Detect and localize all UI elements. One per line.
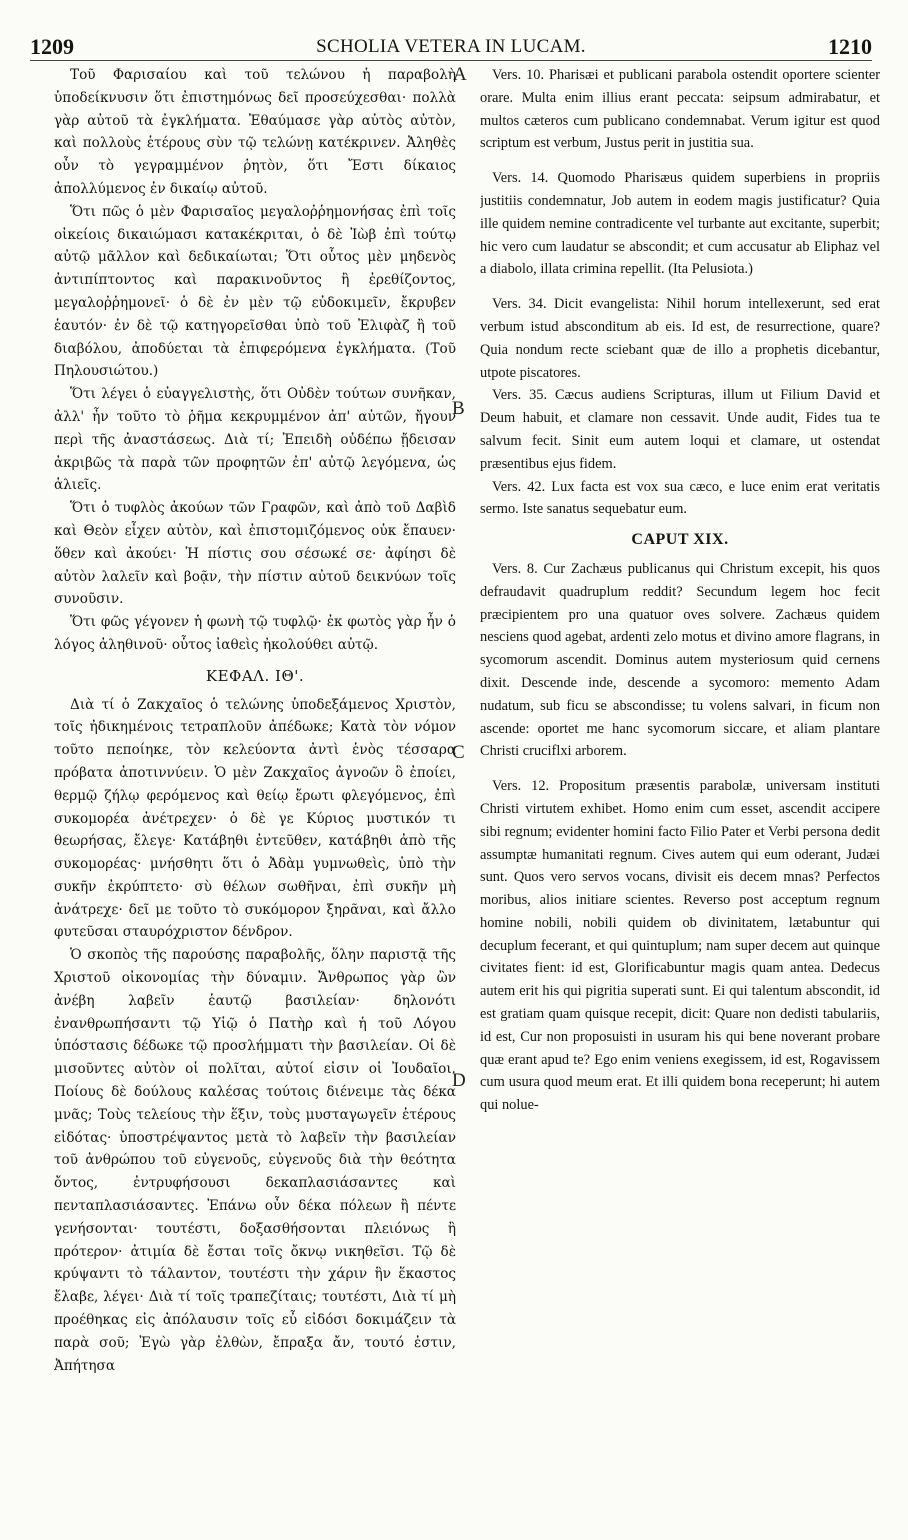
running-header [30,34,872,61]
margin-marker-d: D [452,1070,466,1091]
latin-chapter-heading: CAPUT XIX. [631,531,729,549]
latin-paragraph: Vers. 10. Pharisæi et publicani parabola ostendit oportere scienter orare. Multa enim illius erant peccata: seipsum admirabatur, et multos cæteros cum publicano condemnabat. Verum igitur est quod scriptum est verbum, Justus perit in justitia sua. [480,67,880,152]
latin-paragraph: Vers. 42. Lux facta est vox sua cæco, e luce enim erat veritatis sermo. Iste sanatus sequebatur eum. [480,478,880,518]
latin-paragraph: Vers. 8. Cur Zachæus publicanus qui Christum excepit, his quos defraudavit quadruplum reddit? Secundum legem hoc fecit præcipientem pro una quatuor oves solvere. Zachæus quidem nesciens quod agebat, ardenti zelo motus et divino amore flagrans, in sycomorum ascendit. Dominus autem mysteriosum quid cernens dixit. Descende inde, descende a sycomoro: memento Adam nudatum, sub ficu se abscondisse; tu volens salvari, in ficum non ascende: oportet me hanc sycomorum siccare, et aliam plantare Christi cruciflxi arborem. [480,560,880,760]
latin-column [480,64,880,1520]
margin-marker-b: B [452,398,465,419]
margin-marker-c: C [452,742,465,763]
page-number-right: 1210 [828,34,872,59]
greek-column [54,64,456,1520]
page-number-left: 1209 [30,34,74,59]
greek-paragraph: Διὰ τί ὁ Ζακχαῖος ὁ τελώνης ὑποδεξάμενος Χριστὸν, τοῖς ἠδικημένοις τετραπλοῦν ἀπέδωκε; Κατὰ τὸν νόμον τοῦτο πεποίηκε, τὸν κελεύοντα ἀντὶ ἑνὸς τέσσαρα πρόβατα ἀποτιννύειν. Ὁ μὲν Ζακχαῖος ἀγνοῶν ὃ ἐποίει, θερμῷ ζήλῳ φερόμενος καὶ θείῳ ἔρωτι φλεγόμενος, ἐπὶ συκομορέα ἀνέτρεχεν· ὁ δὲ γε Κύριος μυστικόν τι θεωρήσας, ἔλεγε· Κατάβηθι ἐντεῦθεν, κατάβηθι ἀπὸ τῆς συκομορέας· μνήσθητι ὅτι ὁ Ἀδὰμ γυμνωθεὶς, ὑπὸ τὴν συκῆν ἐκρύπτετο· σὺ θέλων σωθῆναι, ἐπὶ συκῆν μὴ ἀνάτρεχε· δεῖ με τοῦτο τὸ συκόμορον ξηρᾶναι, καὶ ἄλλο φυτεῦσαι σταυρόχριστον δένδρον. [54,696,456,941]
greek-paragraph: Ὅτι ὁ τυφλὸς ἀκούων τῶν Γραφῶν, καὶ ἀπὸ τοῦ Δαβὶδ καὶ Θεὸν εἶχεν αὐτὸν, καὶ ἐπιστομιζόμενος οὐκ ἔπαυεν· ὅθεν καὶ ἀκούει· Ἡ πίστις σου σέσωκέ σε· ἀφίησι δὲ αὐτὸν λαλεῖν καὶ βοᾷν, τὴν πίστιν αὐτοῦ δεικνύων τοῖς συνοῦσιν. [54,500,456,608]
running-title: SCHOLIA VETERA IN LUCAM. [316,36,586,57]
greek-paragraph: Ὅτι φῶς γέγονεν ἡ φωνὴ τῷ τυφλῷ· ἐκ φωτὸς γὰρ ἦν ὁ λόγος ἀληθινοῦ· οὗτος ἰαθεὶς ἠκολούθει αὐτῷ. [54,614,456,653]
margin-marker-a: A [453,64,467,85]
greek-paragraph: Ὅτι πῶς ὁ μὲν Φαρισαῖος μεγαλοῤῥημονήσας ἐπὶ τοῖς οἰκείοις δικαιώμασι κατακέκριται, ὁ δὲ Ἰὼβ ἐπὶ τούτῳ αὐτῷ μᾶλλον καὶ δεδικαίωται; Ὅτι οὗτος μὲν μηδενὸς ἀντιπίπτοντος καὶ παρακινοῦντος ἢ ἐρεθίζοντος, μεγαλοῤῥημονεῖ· ὁ δὲ ἐν μὲν τῷ εὐδοκιμεῖν, ἔκρυβεν ἑαυτόν· ἐν δὲ τῷ κατηγορεῖσθαι ὑπὸ τοῦ Ἐλιφὰζ ἢ τοῦ διαβόλου, ἀποδύεται τὰ ἐπιφερόμενα ἐγκλήματα. (Τοῦ Πηλουσιώτου.) [54,203,456,380]
latin-paragraph: Vers. 12. Propositum præsentis parabolæ, universam instituti Christi virtutem exhibet. Homo enim cum esset, ascendit accipere sibi regnum; evidenter homini facto Filio Pater et Verbi persona dedit assumptæ humanitati regnum. Cives autem qui eum oderant, Judæi sunt. Quos vero servos vocans, divisit eis decem mnas? Perfectos moribus, alios initiare scientes. Reverso post acceptum regnum homine nobili, nobili quidem ob divinitatem, lætabuntur qui decuplum fecerant, et qui quintuplum; nam super decem aut quinque civitates fient: id est, Glorificabuntur magis quam antea. Dedecus autem erit his qui pigritia superati sunt. Ei qui talentum abscondit, id est gratiam quam quisque recepit, dicit: Quare non dedisti tabulariis, id est, Cur non proposuisti in usuram his qui bene noverant probare quæ erant apud te? Ego enim veniens exegissem, id est, Rogavissem cum usura quod meum erat. Et illi quidem bona receperunt; hi autem qui nolue- [480,778,880,1114]
latin-paragraph: Vers. 34. Dicit evangelista: Nihil horum intellexerunt, sed erat verbum istud absconditum ab eis. Id est, de resurrectione, quare? Quia nondum recte sciebant quæ de illo a prophetis dicebantur, utpote piscatores. [480,296,880,381]
greek-paragraph: Ὅτι λέγει ὁ εὐαγγελιστὴς, ὅτι Οὐδὲν τούτων συνῆκαν, ἀλλ' ἦν τοῦτο τὸ ῥῆμα κεκρυμμένον ἀπ' αὐτῶν, ἤγουν περὶ τῆς ἀναστάσεως. Διὰ τί; Ἐπειδὴ οὐδέπω ᾔδεισαν ἀκριβῶς τὰ παρὰ τῶν προφητῶν ἐπ' αὐτῷ λεγόμενα, ὡς ἁλιεῖς. [54,386,456,494]
greek-paragraph: Τοῦ Φαρισαίου καὶ τοῦ τελώνου ἡ παραβολὴ ὑποδείκνυσιν ὅτι ἐπιστημόνως δεῖ προσεύχεσθαι· πολλὰ γὰρ αὐτοῦ τὰ ἐγκλήματα. Ἐθαύμασε γὰρ αὐτὸς αὐτὸν, καὶ πολλοὺς ἑτέρους σὺν τῷ τελώνῃ κατέκρινεν. Ἀληθὲς οὖν τὸ γεγραμμένον ῥητὸν, ὅτι Ἔστι δίκαιος ἀπολλύμενος ἐν δικαίῳ αὐτοῦ. [54,67,456,197]
latin-paragraph: Vers. 35. Cæcus audiens Scripturas, illum ut Filium David et Deum habuit, et clamare non cessavit. Unde audit, Fides tua te salvum fecit. Sinit eum autem loqui et clamare, ut ostendat præsentibus ejus fidem. [480,387,880,472]
latin-paragraph: Vers. 14. Quomodo Pharisæus quidem superbiens in propriis justitiis condemnatur, Job autem in eodem magis justificatur? Quia ille quidem nemine contradicente vel turbante aut excitante, superbit; hic vero cum laudatur se abscondit; et cum accusatur ab Eliphaz vel a diabolo, illata crimina repellit. (Ita Pelusiota.) [480,170,880,278]
greek-chapter-heading: ΚΕΦΑΛ. ΙΘ'. [205,666,305,685]
greek-paragraph: Ὁ σκοπὸς τῆς παρούσης παραβολῆς, ὅλην παριστᾷ τῆς Χριστοῦ οἰκονομίας τὴν δύναμιν. Ἄνθρωπος γὰρ ὢν ἀνέβη λαβεῖν ἑαυτῷ βασιλείαν· δηλονότι ἐνανθρωπήσαντι τῷ Υἱῷ ὁ Πατὴρ καὶ ἡ τοῦ Λόγου ὑπόστασις δέδωκε τῷ προσλήμματι τὴν βασιλείαν. Οἱ δὲ μισοῦντες αὐτὸν οἱ πολῖται, αὐτοί εἰσιν οἱ Ἰουδαῖοι. Ποίους δὲ δούλους καλέσας τούτοις διένειμε τὰς δέκα μνᾶς; Τοὺς τελείους τὴν ἕξιν, τοὺς μυσταγωγεῖν ἑτέρους εἰδότας· ὑποστρέψαντος μετὰ τὸ λαβεῖν τὴν βασιλείαν τοῦ ἀνθρώπου τοῦ εὐγενοῦς, εὐγενοῦς διὰ τὴν θεότητα ὄντος, ἐντρυφήσουσι δεκαπλασιάσαντες καὶ πενταπλασιάσαντες. Ἐπάνω οὖν δέκα πόλεων ἢ πέντε γενήσονται· τουτέστι, δοξασθήσονται πλειόνως ἢ πρότερον· ἀτιμία δὲ ἔσται τοῖς ὄκνῳ νικηθεῖσι. Τῷ δὲ κρύψαντι τὸ τάλαντον, τουτέστι τὴν χάριν ἣν ἕκαστος ἔλαβε, λέγει· Διὰ τί τοῖς τραπεζίταις; τουτέστι, Διὰ τί μὴ προέθηκας εἰς ἀπόλαυσιν τοῖς εὖ εἰδόσι δοκιμάζειν τὰ παρὰ σοῦ; Ἐγὼ γὰρ ἐλθὼν, ἔπραξα ἄν, τουτό ἐστιν, Ἀπήτησα [54,947,456,1374]
